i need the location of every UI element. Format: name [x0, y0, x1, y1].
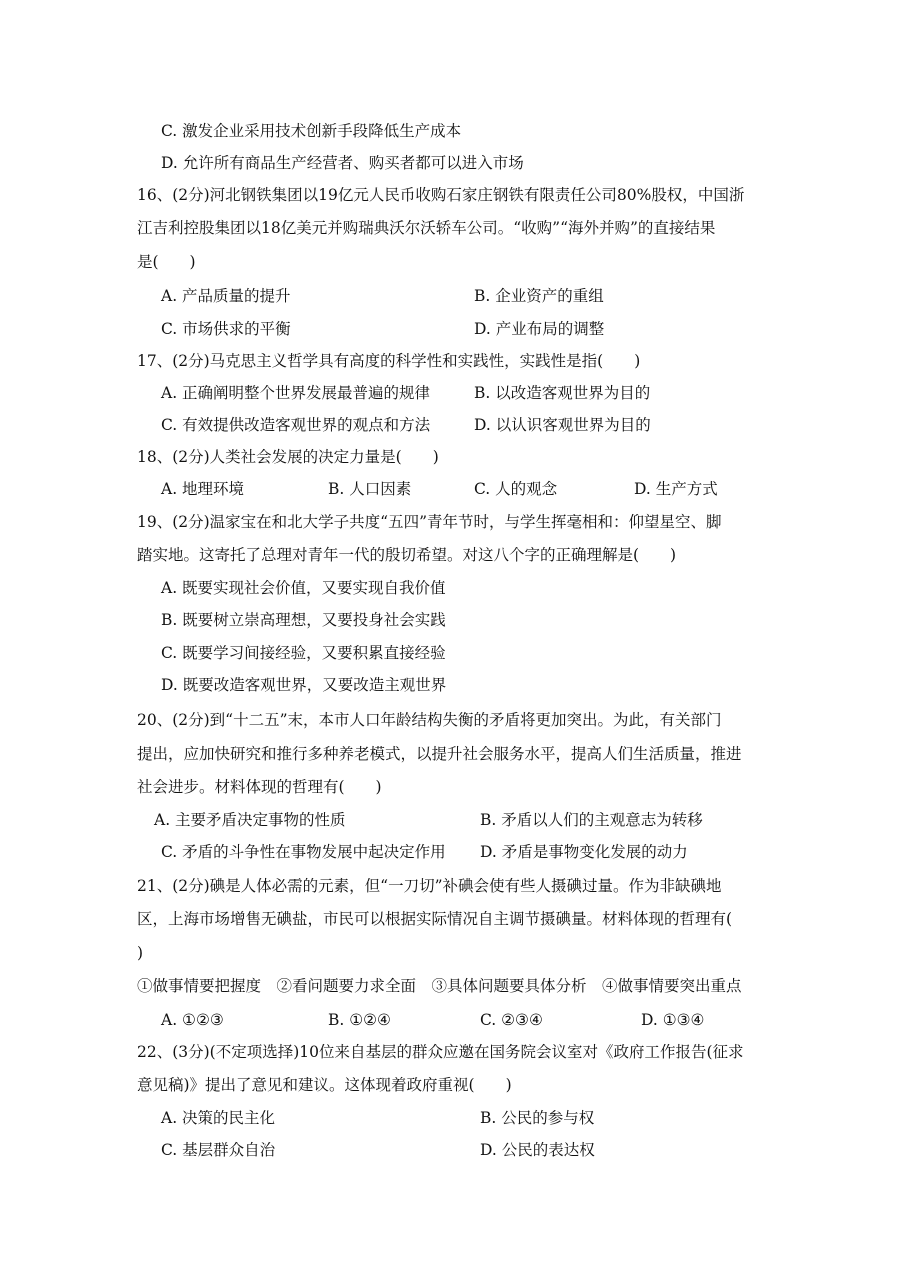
- q21-stem-line3: ): [137, 944, 144, 962]
- q18-stem: 18、(2分)人类社会发展的决定力量是( ): [137, 448, 439, 466]
- q20-option-c: C. 矛盾的斗争性在事物发展中起决定作用: [161, 843, 446, 861]
- q18-option-d: D. 生产方式: [634, 480, 718, 498]
- q17-option-c: C. 有效提供改造客观世界的观点和方法: [161, 416, 431, 434]
- q18-option-a: A. 地理环境: [161, 480, 245, 498]
- q22-option-d: D. 公民的表达权: [480, 1141, 595, 1159]
- q19-option-b: B. 既要树立崇高理想，又要投身社会实践: [161, 611, 446, 629]
- q15-option-d: D. 允许所有商品生产经营者、购买者都可以进入市场: [161, 154, 524, 172]
- q16-option-c: C. 市场供求的平衡: [161, 320, 291, 338]
- q22-stem-line1: 22、(3分)(不定项选择)10位来自基层的群众应邀在国务院会议室对《政府工作报告(征求: [137, 1043, 744, 1061]
- q21-option-b: B. ①②④: [328, 1011, 391, 1029]
- q17-stem: 17、(2分)马克思主义哲学具有高度的科学性和实践性，实践性是指( ): [137, 352, 641, 370]
- q19-stem-line2: 踏实地。这寄托了总理对青年一代的殷切希望。对这八个字的正确理解是( ): [137, 546, 677, 564]
- q21-option-a: A. ①②③: [161, 1011, 224, 1029]
- q22-option-a: A. 决策的民主化: [161, 1109, 276, 1127]
- q19-option-d: D. 既要改造客观世界，又要改造主观世界: [161, 676, 447, 694]
- q20-stem-line1: 20、(2分)到“十二五”末，本市人口年龄结构失衡的矛盾将更加突出。为此，有关部门: [137, 711, 722, 729]
- q21-option-d: D. ①③④: [641, 1011, 705, 1029]
- q19-stem-line1: 19、(2分)温家宝在和北大学子共度“五四”青年节时，与学生挥毫相和：仰望星空、脚: [137, 513, 722, 531]
- q21-stem-line2: 区，上海市场增售无碘盐，市民可以根据实际情况自主调节摄碘量。材料体现的哲理有(: [137, 910, 733, 928]
- q21-stem-line1: 21、(2分)碘是人体必需的元素，但“一刀切”补碘会使有些人摄碘过量。作为非缺碘地: [137, 877, 722, 895]
- q15-option-c: C. 激发企业采用技术创新手段降低生产成本: [161, 122, 462, 140]
- q16-stem-line3: 是( ): [137, 253, 196, 271]
- q16-option-b: B. 企业资产的重组: [474, 287, 604, 305]
- q20-stem-line2: 提出，应加快研究和推行多种养老模式，以提升社会服务水平，提高人们生活质量，推进: [137, 745, 742, 763]
- q16-stem-line2: 江吉利控股集团以18亿美元并购瑞典沃尔沃轿车公司。“收购”“海外并购”的直接结果: [137, 219, 716, 237]
- q19-option-a: A. 既要实现社会价值，又要实现自我价值: [161, 579, 446, 597]
- q20-option-b: B. 矛盾以人们的主观意志为转移: [480, 811, 703, 829]
- q17-option-b: B. 以改造客观世界为目的: [474, 384, 651, 402]
- q18-option-c: C. 人的观念: [474, 480, 558, 498]
- q20-option-a: A. 主要矛盾决定事物的性质: [154, 811, 346, 829]
- q20-stem-line3: 社会进步。材料体现的哲理有( ): [137, 778, 382, 796]
- q17-option-d: D. 以认识客观世界为目的: [474, 416, 651, 434]
- q22-stem-line2: 意见稿)》提出了意见和建议。这体现着政府重视( ): [137, 1076, 512, 1094]
- q20-option-d: D. 矛盾是事物变化发展的动力: [480, 843, 688, 861]
- q18-option-b: B. 人口因素: [328, 480, 412, 498]
- q16-option-d: D. 产业布局的调整: [474, 320, 605, 338]
- q19-option-c: C. 既要学习间接经验，又要积累直接经验: [161, 644, 446, 662]
- q21-option-c: C. ②③④: [480, 1011, 543, 1029]
- q16-stem-line1: 16、(2分)河北钢铁集团以19亿元人民币收购石家庄钢铁有限责任公司80%股权，中国浙: [137, 186, 745, 204]
- q21-statements: ①做事情要把握度 ②看问题要力求全面 ③具体问题要具体分析 ④做事情要突出重点: [137, 977, 742, 995]
- q16-option-a: A. 产品质量的提升: [161, 287, 291, 305]
- q22-option-c: C. 基层群众自治: [161, 1141, 276, 1159]
- q22-option-b: B. 公民的参与权: [480, 1109, 595, 1127]
- q17-option-a: A. 正确阐明整个世界发展最普遍的规律: [161, 384, 431, 402]
